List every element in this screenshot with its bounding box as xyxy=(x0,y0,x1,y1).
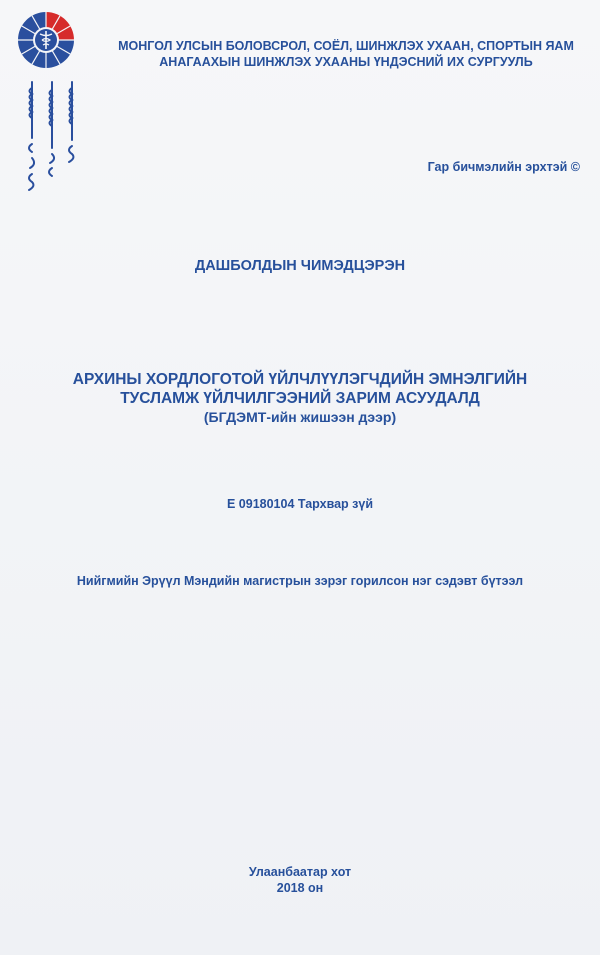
title-line-3: (БГДЭМТ-ийн жишээн дээр) xyxy=(203,409,397,425)
title-line-2: ТУСЛАМЖ ҮЙЛЧИЛГЭЭНИЙ ЗАРИМ АСУУДАЛД xyxy=(120,390,480,407)
ministry-line-1: МОНГОЛ УЛСЫН БОЛОВСРОЛ, СОЁЛ, ШИНЖЛЭХ УХААН, СПОРТЫН ЯАМ xyxy=(118,39,574,53)
copyright-note: Гар бичмэлийн эрхтэй © xyxy=(427,160,580,174)
ministry-header xyxy=(100,38,592,70)
title-line-1: АРХИНЫ ХОРДЛОГОТОЙ ҮЙЛЧЛҮҮЛЭГЧДИЙН ЭМНЭЛГИЙН xyxy=(72,371,528,388)
thesis-title xyxy=(0,370,600,427)
university-emblem-icon xyxy=(16,10,76,70)
mongolian-script-emblem xyxy=(18,78,88,193)
author-name: ДАШБОЛДЫН ЧИМЭДЦЭРЭН xyxy=(194,258,406,274)
footer-city: Улаанбаатар хот xyxy=(248,865,352,879)
degree-note: Нийгмийн Эрүүл Мэндийн магистрын зэрэг горилсон нэг сэдэвт бүтээл xyxy=(76,574,524,588)
footer xyxy=(0,864,600,896)
footer-year: 2018 он xyxy=(276,881,324,895)
specialty-code: Е 09180104 Тархвар зүй xyxy=(226,497,374,511)
ministry-line-2: АНАГААХЫН ШИНЖЛЭХ УХААНЫ ҮНДЭСНИЙ ИХ СУРГУУЛЬ xyxy=(159,55,533,69)
